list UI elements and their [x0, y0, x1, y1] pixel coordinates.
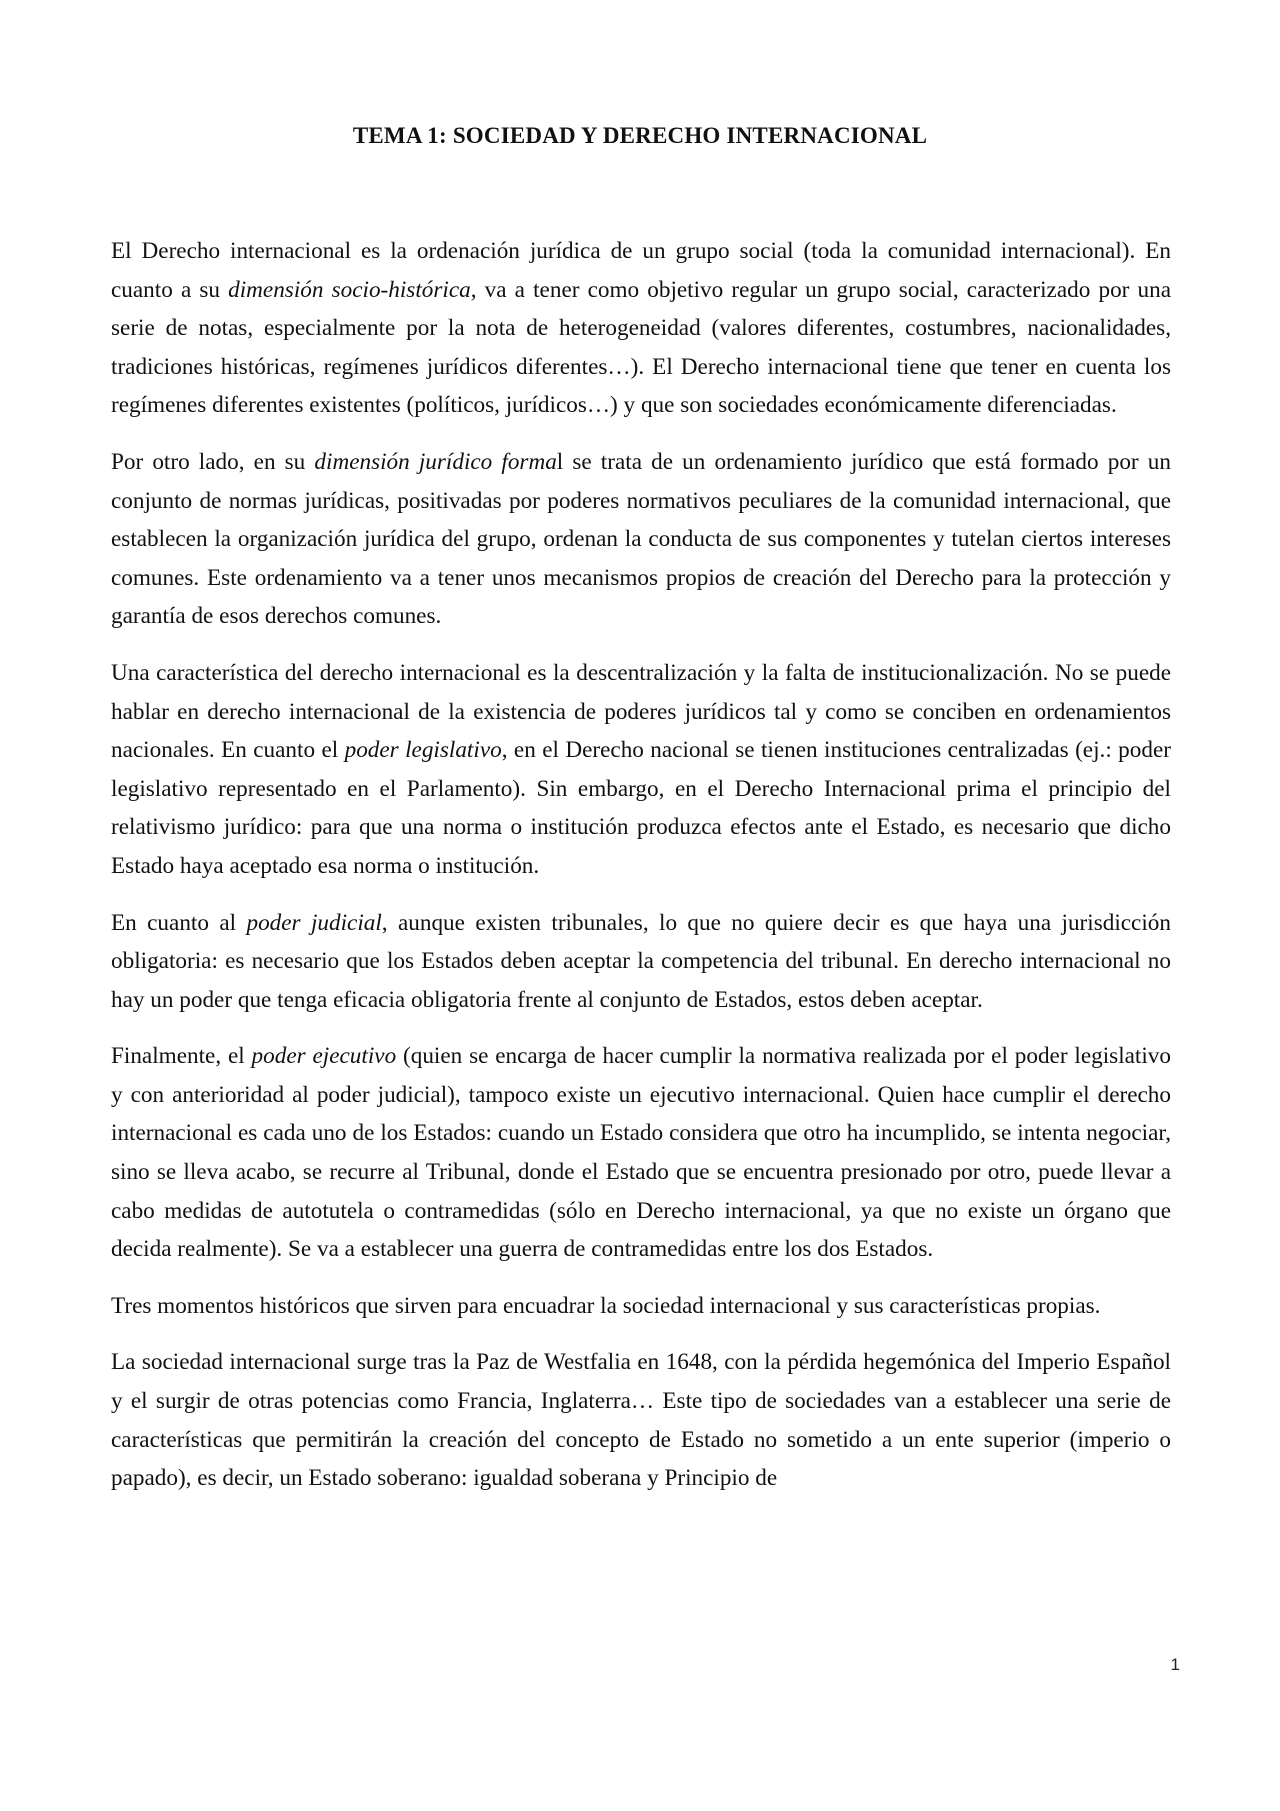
paragraph-text: Finalmente, el	[111, 1043, 252, 1070]
paragraph-2	[111, 443, 1171, 636]
paragraph-text: (quien se encarga de hacer cumplir la normativa realizada por el poder legislativo y con anterioridad al poder judicial), tampoco existe un ejecutivo internacional. Quien hace cumplir el derecho internacional es cada uno de los Estados: cuando un Estado considera que otro ha incumplido, se intenta negociar, sino se lleva acabo, se recurre al Tribunal, donde el Estado que se encuentra presionado por otro, puede llevar a cabo medidas de autotutela o contramedidas (sólo en Derecho internacional, ya que no existe un órgano que decida realmente). Se va a establecer una guerra de contramedidas entre los dos Estados.	[111, 1043, 1171, 1263]
page-number: 1	[1170, 1655, 1180, 1674]
document-body	[111, 232, 1171, 1516]
paragraph-text: , va a tener como objetivo regular un grupo social, caracterizado por una serie de notas, especialmente por la nota de heterogeneidad (valores diferentes, costumbres, nacionalidades, tradiciones históricas, regímenes jurídicos diferentes…). El Derecho internacional tiene que tener en cuenta los regímenes diferentes existentes (políticos, jurídicos…) y que son sociedades económicamente diferenciadas.	[111, 276, 1171, 419]
paragraph-1	[111, 232, 1171, 425]
paragraph-6	[111, 1287, 1171, 1326]
paragraph-text: La sociedad internacional surge tras la Paz de Westfalia en 1648, con la pérdida hegemónica del Imperio Español y el surgir de otras potencias como Francia, Inglaterra… Este tipo de sociedades van a establecer una serie de características que permitirán la creación del concepto de Estado no sometido a un ente superior (imperio o papado), es decir, un Estado soberano: igualdad soberana y Principio de	[111, 1349, 1171, 1492]
document-title: TEMA 1: SOCIEDAD Y DERECHO INTERNACIONAL	[352, 123, 928, 148]
paragraph-5	[111, 1037, 1171, 1269]
paragraph-4	[111, 904, 1171, 1020]
paragraph-text: , en el Derecho nacional se tienen instituciones centralizadas (ej.: poder legislativo representado en el Parlamento). Sin embargo, en el Derecho Internacional prima el principio del relativismo jurídico: para que una norma o institución produzca efectos ante el Estado, es necesario que dicho Estado haya aceptado esa norma o institución.	[111, 737, 1171, 879]
italic-term: poder ejecutivo	[251, 1043, 397, 1070]
paragraph-text: , aunque existen tribunales, lo que no quiere decir es que haya una jurisdicción obligatoria: es necesario que los Estados deben aceptar la competencia del tribunal. En derecho internacional no hay un poder que tenga eficacia obligatoria frente al conjunto de Estados, estos deben aceptar.	[111, 909, 1171, 1013]
paragraph-7	[111, 1343, 1171, 1497]
italic-term: dimensión socio-histórica	[228, 276, 471, 303]
paragraph-text: En cuanto al	[111, 909, 247, 936]
italic-term: poder legislativo	[344, 737, 502, 764]
paragraph-text: l se trata de un ordenamiento jurídico que está formado por un conjunto de normas jurídicas, positivadas por poderes normativos peculiares de la comunidad internacional, que establecen la organización jurídica del grupo, ordenan la conducta de sus componentes y tutelan ciertos intereses comunes. Este ordenamiento va a tener unos mecanismos propios de creación del Derecho para la protección y garantía de esos derechos comunes.	[111, 448, 1171, 630]
paragraph-text: Por otro lado, en su	[111, 448, 315, 475]
paragraph-text: Una característica del derecho internacional es la descentralización y la falta de institucionalización. No se puede hablar en derecho internacional de la existencia de poderes jurídicos tal y como se conciben en ordenamientos nacionales. En cuanto el	[111, 659, 1171, 764]
italic-term: poder judicial	[246, 909, 382, 936]
paragraph-text: Tres momentos históricos que sirven para encuadrar la sociedad internacional y sus características propias.	[111, 1292, 1101, 1319]
italic-term: dimensión jurídico forma	[314, 448, 557, 475]
paragraph-text: El Derecho internacional es la ordenación jurídica de un grupo social (toda la comunidad internacional). En cuanto a su	[111, 238, 1171, 303]
paragraph-3	[111, 654, 1171, 886]
